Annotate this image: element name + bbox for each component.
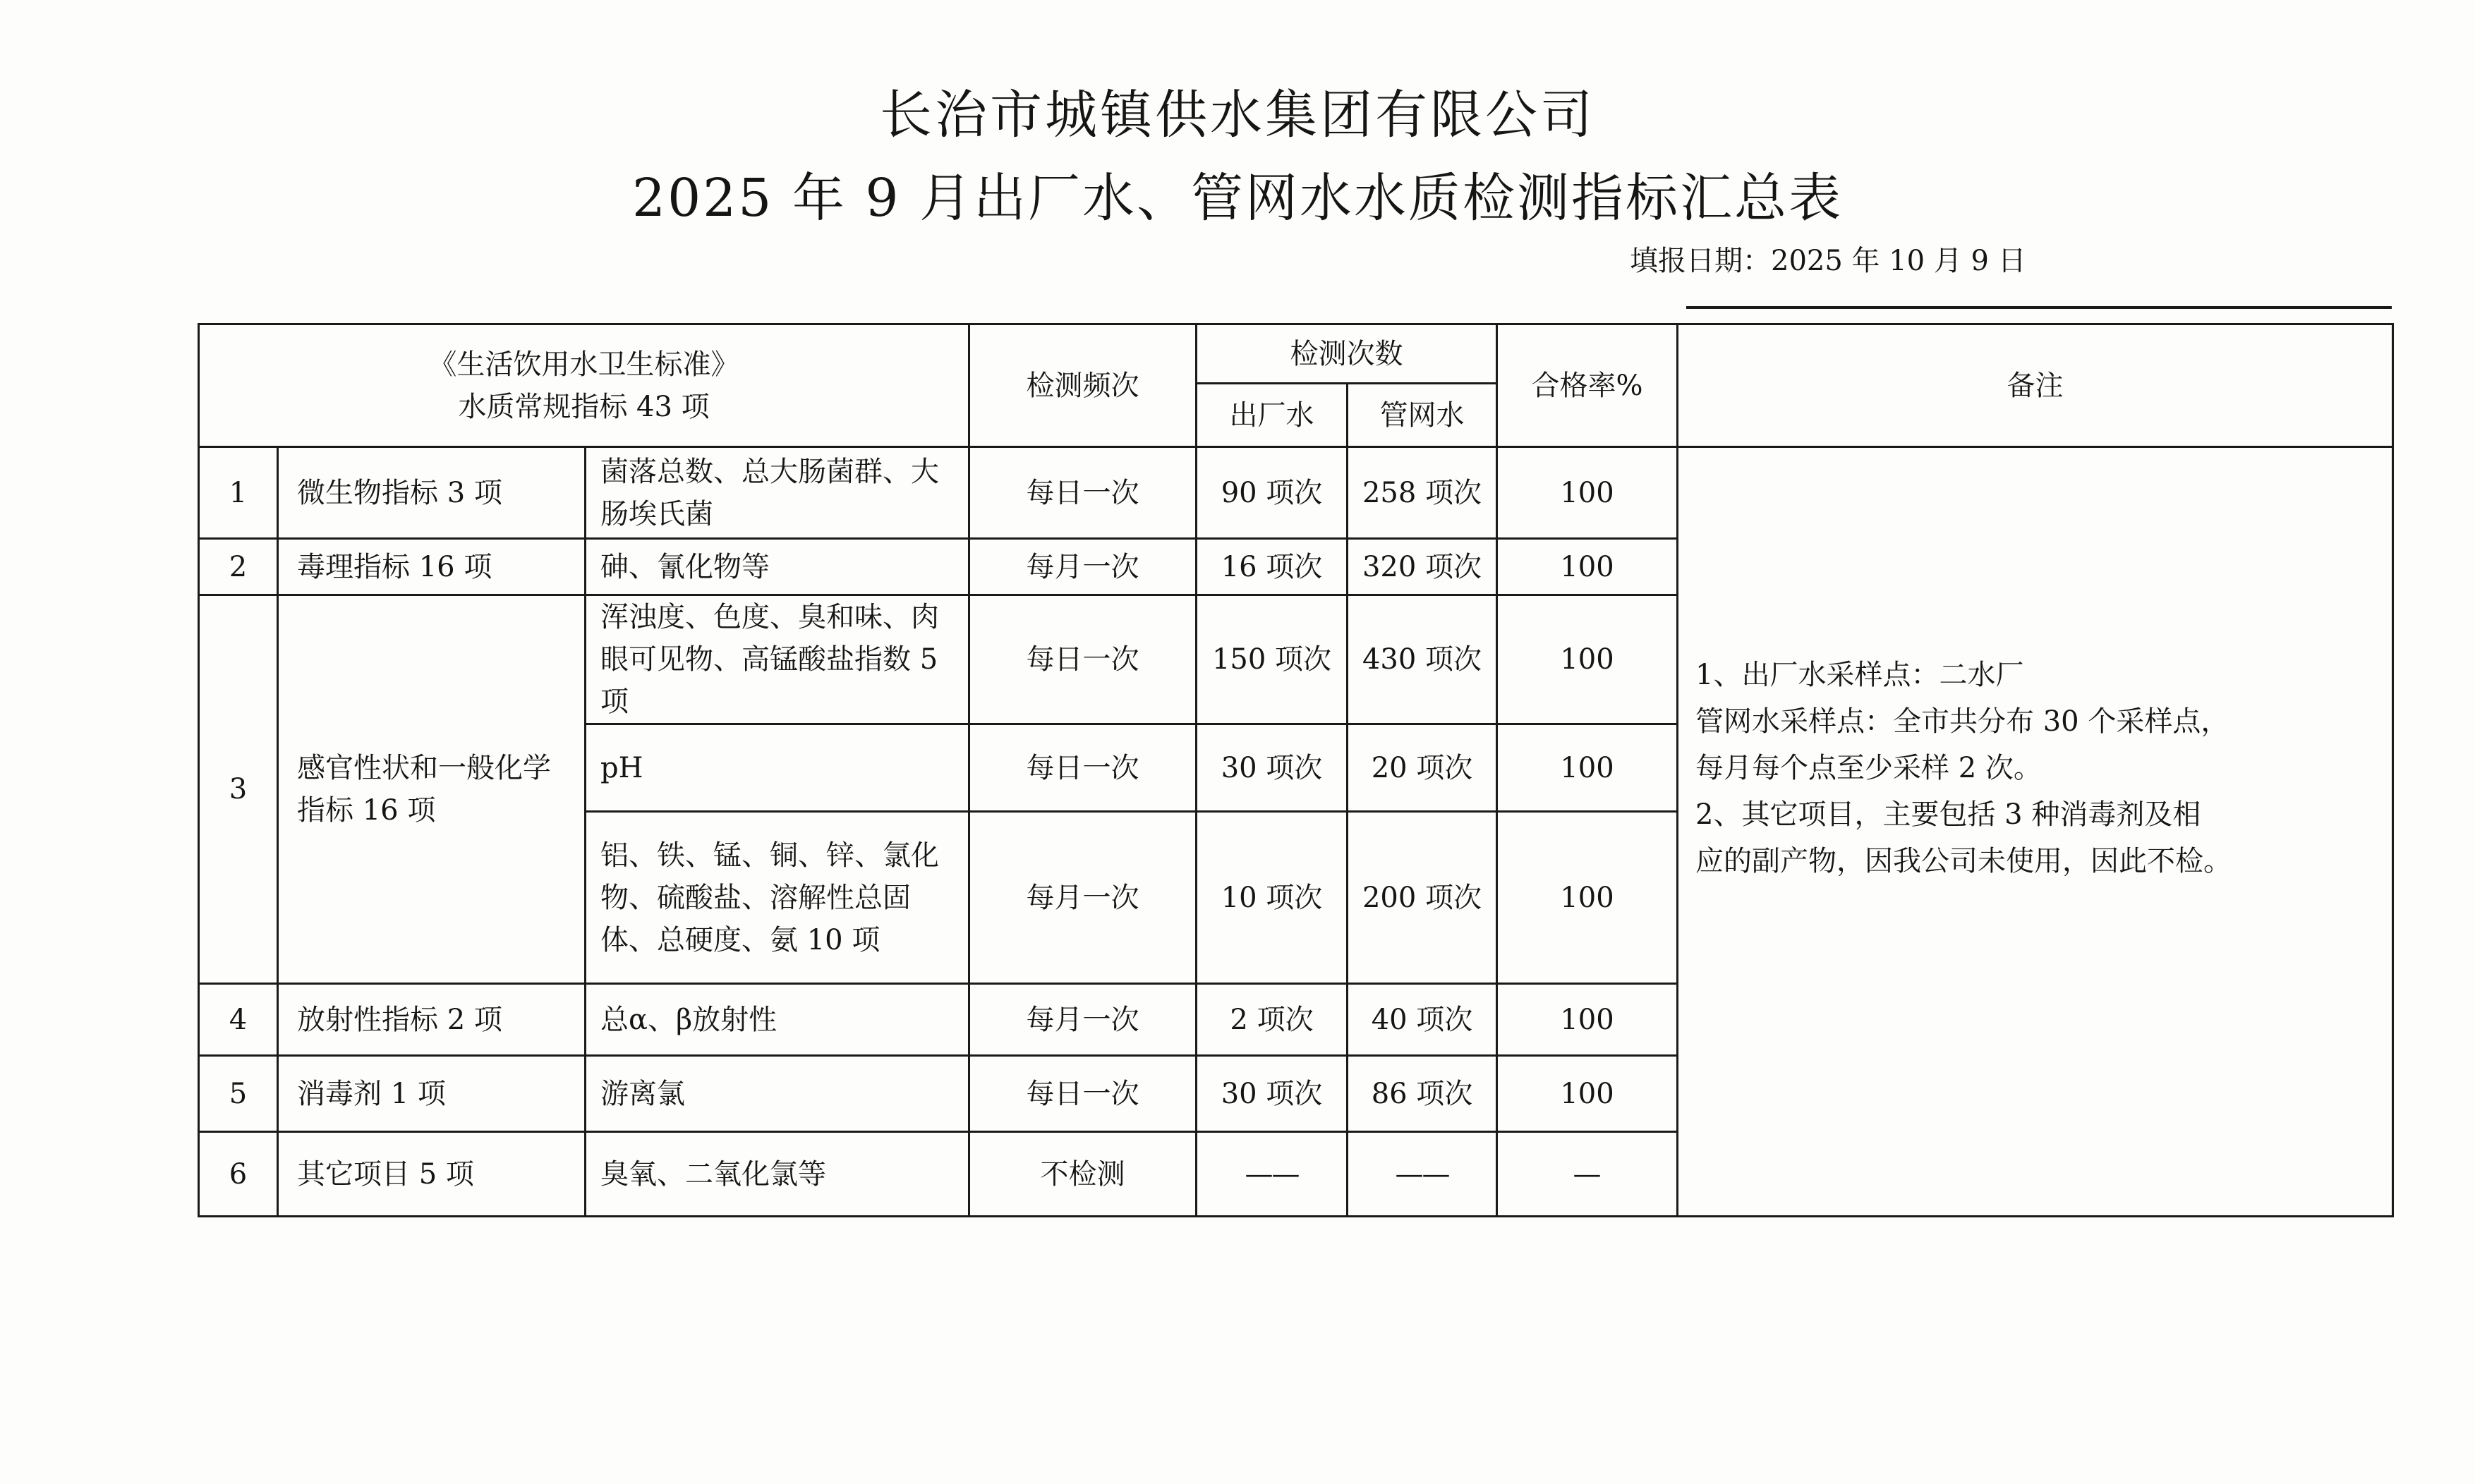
factory-count-cell: 30 项次 bbox=[1197, 1056, 1348, 1132]
standard-header-line1: 《生活饮用水卫生标准》 bbox=[428, 348, 739, 381]
factory-count-cell: 10 项次 bbox=[1197, 812, 1348, 984]
frequency-cell: 每日一次 bbox=[969, 724, 1197, 812]
frequency-cell: 每月一次 bbox=[969, 984, 1197, 1056]
category-cell: 毒理指标 16 项 bbox=[278, 539, 586, 595]
items-cell: 砷、氰化物等 bbox=[586, 539, 969, 595]
standard-header bbox=[199, 324, 969, 447]
frequency-cell: 每日一次 bbox=[969, 447, 1197, 539]
remark-line: 应的副产物，因我公司未使用，因此不检。 bbox=[1695, 845, 2232, 877]
report-title: 2025 年 9 月出厂水、管网水水质检测指标汇总表 bbox=[632, 168, 1843, 229]
pass-rate-header: 合格率% bbox=[1497, 324, 1678, 447]
company-title: 长治市城镇供水集团有限公司 bbox=[880, 85, 1595, 145]
pipe-count-cell: 20 项次 bbox=[1348, 724, 1497, 812]
pass-rate-cell: 100 bbox=[1497, 447, 1678, 539]
row-number: 1 bbox=[199, 447, 278, 539]
items-cell: 铝、铁、锰、铜、锌、氯化物、硫酸盐、溶解性总固体、总硬度、氨 10 项 bbox=[586, 812, 969, 984]
remark-line: 1、出厂水采样点：二水厂 bbox=[1695, 659, 2024, 691]
remarks-header: 备注 bbox=[1678, 324, 2393, 447]
frequency-cell: 每月一次 bbox=[969, 812, 1197, 984]
water-quality-table bbox=[198, 323, 2394, 1217]
remark-line: 2、其它项目，主要包括 3 种消毒剂及相 bbox=[1695, 798, 2201, 831]
pipe-count-cell: 40 项次 bbox=[1348, 984, 1497, 1056]
items-cell: 总α、β放射性 bbox=[586, 984, 969, 1056]
items-cell: 游离氯 bbox=[586, 1056, 969, 1132]
pass-rate-cell: 100 bbox=[1497, 812, 1678, 984]
factory-count-cell: 2 项次 bbox=[1197, 984, 1348, 1056]
pass-rate-cell: 100 bbox=[1497, 1056, 1678, 1132]
pipe-count-cell: 430 项次 bbox=[1348, 595, 1497, 724]
category-cell: 放射性指标 2 项 bbox=[278, 984, 586, 1056]
frequency-cell: 每月一次 bbox=[969, 539, 1197, 595]
pipe-count-cell: —— bbox=[1348, 1132, 1497, 1217]
items-cell: 菌落总数、总大肠菌群、大肠埃氏菌 bbox=[586, 447, 969, 539]
pass-rate-cell: 100 bbox=[1497, 539, 1678, 595]
factory-count-cell: 150 项次 bbox=[1197, 595, 1348, 724]
pipe-water-header: 管网水 bbox=[1348, 384, 1497, 447]
test-count-header: 检测次数 bbox=[1197, 324, 1497, 384]
row-number: 6 bbox=[199, 1132, 278, 1217]
remarks-text bbox=[1695, 652, 2378, 884]
row-number: 4 bbox=[199, 984, 278, 1056]
remarks-cell bbox=[1678, 447, 2393, 1217]
category-cell: 感官性状和一般化学指标 16 项 bbox=[278, 595, 586, 984]
pass-rate-cell: 100 bbox=[1497, 724, 1678, 812]
category-cell: 消毒剂 1 项 bbox=[278, 1056, 586, 1132]
pipe-count-cell: 320 项次 bbox=[1348, 539, 1497, 595]
pipe-count-cell: 200 项次 bbox=[1348, 812, 1497, 984]
row-number: 2 bbox=[199, 539, 278, 595]
header-row-1 bbox=[199, 324, 2393, 384]
category-cell: 微生物指标 3 项 bbox=[278, 447, 586, 539]
frequency-header: 检测频次 bbox=[969, 324, 1197, 447]
remark-line: 每月每个点至少采样 2 次。 bbox=[1695, 752, 2042, 784]
items-cell: 臭氧、二氧化氯等 bbox=[586, 1132, 969, 1217]
category-cell: 其它项目 5 项 bbox=[278, 1132, 586, 1217]
pipe-count-cell: 258 项次 bbox=[1348, 447, 1497, 539]
factory-water-header: 出厂水 bbox=[1197, 384, 1348, 447]
pass-rate-cell: 100 bbox=[1497, 984, 1678, 1056]
pipe-count-cell: 86 项次 bbox=[1348, 1056, 1497, 1132]
standard-header-line2: 水质常规指标 43 项 bbox=[458, 390, 710, 423]
frequency-cell: 每日一次 bbox=[969, 1056, 1197, 1132]
pass-rate-cell: 100 bbox=[1497, 595, 1678, 724]
row-number: 5 bbox=[199, 1056, 278, 1132]
factory-count-cell: 90 项次 bbox=[1197, 447, 1348, 539]
frequency-cell: 不检测 bbox=[969, 1132, 1197, 1217]
table-row bbox=[199, 447, 2393, 539]
remark-line: 管网水采样点：全市共分布 30 个采样点， bbox=[1695, 705, 2229, 738]
items-cell: 浑浊度、色度、臭和味、肉眼可见物、高锰酸盐指数 5 项 bbox=[586, 595, 969, 724]
top-rule-right bbox=[1686, 306, 2392, 309]
fill-date: 填报日期：2025 年 10 月 9 日 bbox=[1630, 245, 2026, 277]
factory-count-cell: 16 项次 bbox=[1197, 539, 1348, 595]
row-number: 3 bbox=[199, 595, 278, 984]
pass-rate-cell: — bbox=[1497, 1132, 1678, 1217]
factory-count-cell: —— bbox=[1197, 1132, 1348, 1217]
factory-count-cell: 30 项次 bbox=[1197, 724, 1348, 812]
frequency-cell: 每日一次 bbox=[969, 595, 1197, 724]
items-cell: pH bbox=[586, 724, 969, 812]
